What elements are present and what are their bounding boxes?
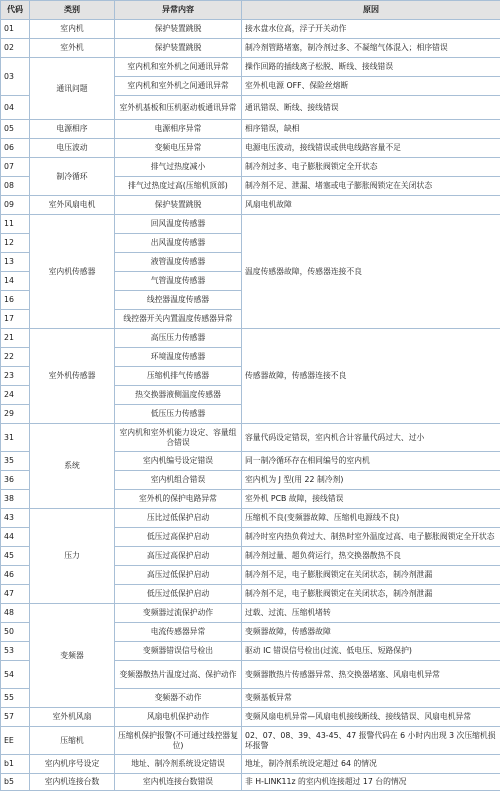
code-cell: 23: [1, 367, 30, 386]
table-row: [1, 727, 500, 755]
abnormal-cell: 变频器散热片温度过高、保护动作: [115, 661, 242, 689]
code-cell: 57: [1, 708, 30, 727]
code-cell: b1: [1, 755, 30, 774]
code-cell: 22: [1, 348, 30, 367]
abnormal-cell: 变频电压异常: [115, 139, 242, 158]
code-cell: 24: [1, 386, 30, 405]
code-cell: 13: [1, 253, 30, 272]
code-cell: 16: [1, 291, 30, 310]
code-cell: 07: [1, 158, 30, 177]
table-row: [1, 509, 500, 528]
abnormal-cell: 回风温度传感器: [115, 215, 242, 234]
abnormal-cell: 风扇电机保护动作: [115, 708, 242, 727]
cause-cell: 风扇电机故障: [242, 196, 500, 215]
code-cell: 43: [1, 509, 30, 528]
code-cell: 35: [1, 452, 30, 471]
table-row: [1, 196, 500, 215]
code-cell: 29: [1, 405, 30, 424]
abnormal-cell: 变频器错误信号检出: [115, 642, 242, 661]
code-cell: b5: [1, 774, 30, 791]
code-cell: 48: [1, 604, 30, 623]
code-cell: 09: [1, 196, 30, 215]
abnormal-cell: 热交换器液侧温度传感器: [115, 386, 242, 405]
category-cell: 室内机传感器: [30, 215, 115, 329]
category-cell: 系统: [30, 424, 115, 509]
category-cell: 通讯问题: [30, 58, 115, 120]
category-cell: 室内机: [30, 20, 115, 39]
code-cell: 17: [1, 310, 30, 329]
cause-cell: 传感器故障，传感器连接不良: [242, 329, 500, 424]
cause-cell: 制冷剂不足、泄漏、堵塞或电子膨胀阀锁定在关闭状态: [242, 177, 500, 196]
table-row: [1, 58, 500, 77]
cause-cell: 压缩机不良(变频器故障、压缩机电源线不良): [242, 509, 500, 528]
abnormal-cell: 高压过高保护启动: [115, 547, 242, 566]
code-cell: 04: [1, 96, 30, 120]
code-cell: 06: [1, 139, 30, 158]
abnormal-cell: 低压压力传感器: [115, 405, 242, 424]
abnormal-cell: 出风温度传感器: [115, 234, 242, 253]
cause-cell: 过载、过流、压缩机堵转: [242, 604, 500, 623]
code-cell: 36: [1, 471, 30, 490]
abnormal-cell: 保护装置跳脱: [115, 196, 242, 215]
category-cell: 电压波动: [30, 139, 115, 158]
category-cell: 室外机风扇: [30, 708, 115, 727]
abnormal-cell: 变频器过流保护动作: [115, 604, 242, 623]
abnormal-cell: 线控器温度传感器: [115, 291, 242, 310]
abnormal-cell: 地址、制冷剂系统设定错误: [115, 755, 242, 774]
category-cell: 室外机传感器: [30, 329, 115, 424]
cause-cell: 容量代码设定错误，室内机合计容量代码过大、过小: [242, 424, 500, 452]
table-row: [1, 20, 500, 39]
cause-cell: 电源电压波动，接线错误或供电线路容量不足: [242, 139, 500, 158]
code-cell: 44: [1, 528, 30, 547]
abnormal-cell: 压比过低保护启动: [115, 509, 242, 528]
cause-cell: 制冷剂不足，电子膨胀阀锁定在关闭状态，制冷剂泄漏: [242, 566, 500, 585]
cause-cell: 变频器故障，传感器故障: [242, 623, 500, 642]
table-row: [1, 424, 500, 452]
abnormal-cell: 保护装置跳脱: [115, 20, 242, 39]
table-row: [1, 215, 500, 234]
code-cell: 14: [1, 272, 30, 291]
abnormal-cell: 低压过高保护启动: [115, 528, 242, 547]
category-cell: 制冷循环: [30, 158, 115, 196]
table-row: [1, 120, 500, 139]
cause-cell: 温度传感器故障，传感器连接不良: [242, 215, 500, 329]
code-cell: 46: [1, 566, 30, 585]
abnormal-cell: 室内机连接台数错误: [115, 774, 242, 791]
category-cell: 压缩机: [30, 727, 115, 755]
abnormal-cell: 室内机和室外机之间通讯异常: [115, 58, 242, 77]
abnormal-cell: 环境温度传感器: [115, 348, 242, 367]
cause-cell: 操作回路的插线离子松脱、断线、接线错误: [242, 58, 500, 77]
cause-cell: 制冷剂不足，电子膨胀阀锁定在关闭状态，制冷剂泄漏: [242, 585, 500, 604]
code-cell: 11: [1, 215, 30, 234]
code-cell: 01: [1, 20, 30, 39]
code-cell: 21: [1, 329, 30, 348]
code-cell: 02: [1, 39, 30, 58]
abnormal-cell: 气管温度传感器: [115, 272, 242, 291]
abnormal-cell: 室内机编号设定错误: [115, 452, 242, 471]
code-cell: 38: [1, 490, 30, 509]
code-cell: 47: [1, 585, 30, 604]
cause-cell: 变频风扇电机异常—风扇电机接线断线、接线错误、风扇电机异常: [242, 708, 500, 727]
code-cell: 54: [1, 661, 30, 689]
cause-cell: 02、07、08、39、43-45、47 报警代码在 6 小时内出现 3 次压缩机损坏报警: [242, 727, 500, 755]
abnormal-cell: 排气过热度减小: [115, 158, 242, 177]
category-cell: 室内机序号设定: [30, 755, 115, 774]
abnormal-cell: 压缩机排气传感器: [115, 367, 242, 386]
category-cell: 室外机: [30, 39, 115, 58]
header-cause: 原因: [242, 1, 500, 20]
abnormal-cell: 液管温度传感器: [115, 253, 242, 272]
category-cell: 电源相序: [30, 120, 115, 139]
cause-cell: 制冷剂管路堵塞，制冷剂过多、不凝缩气体混入；相序错误: [242, 39, 500, 58]
abnormal-cell: 室内机和室外机能力设定、容量组合错误: [115, 424, 242, 452]
table-row: [1, 329, 500, 348]
code-cell: 05: [1, 120, 30, 139]
category-cell: 压力: [30, 509, 115, 604]
cause-cell: 接水盘水位高，浮子开关动作: [242, 20, 500, 39]
abnormal-cell: 排气过热度过高(压缩机顶部): [115, 177, 242, 196]
header-row: [1, 1, 500, 20]
cause-cell: 室内机为 J 型(用 22 制冷剂): [242, 471, 500, 490]
table-row: [1, 139, 500, 158]
table-row: [1, 39, 500, 58]
cause-cell: 非 H-LINK11z 的室内机连接超过 17 台的情况: [242, 774, 500, 791]
cause-cell: 制冷时室内热负荷过大、制热时室外温度过高、电子膨胀阀锁定全开状态: [242, 528, 500, 547]
header-abnormal: 异常内容: [115, 1, 242, 20]
code-cell: 31: [1, 424, 30, 452]
abnormal-cell: 低压过低保护启动: [115, 585, 242, 604]
header-code: 代码: [1, 1, 30, 20]
abnormal-cell: 保护装置跳脱: [115, 39, 242, 58]
abnormal-cell: 电源相序异常: [115, 120, 242, 139]
table-row: [1, 158, 500, 177]
code-cell: 03: [1, 58, 30, 96]
category-cell: 室外风扇电机: [30, 196, 115, 215]
abnormal-cell: 高压过低保护启动: [115, 566, 242, 585]
code-cell: 45: [1, 547, 30, 566]
code-cell: EE: [1, 727, 30, 755]
abnormal-cell: 室外机的保护电路异常: [115, 490, 242, 509]
cause-cell: 驱动 IC 错误信号检出(过流、低电压、短路保护): [242, 642, 500, 661]
abnormal-cell: 线控器开关内置温度传感器异常: [115, 310, 242, 329]
cause-cell: 变频器散热片传感器异常、热交换器堵塞、风扇电机异常: [242, 661, 500, 689]
cause-cell: 变频基板异常: [242, 689, 500, 708]
table-row: [1, 755, 500, 774]
abnormal-cell: 室内机和室外机之间通讯异常: [115, 77, 242, 96]
cause-cell: 相序错误，缺相: [242, 120, 500, 139]
cause-cell: 地址，制冷剂系统设定超过 64 的情况: [242, 755, 500, 774]
abnormal-cell: 高压压力传感器: [115, 329, 242, 348]
abnormal-cell: 变频器不动作: [115, 689, 242, 708]
table-row: [1, 774, 500, 791]
code-cell: 12: [1, 234, 30, 253]
cause-cell: 通讯错误、断线、接线错误: [242, 96, 500, 120]
code-cell: 53: [1, 642, 30, 661]
category-cell: 变频器: [30, 604, 115, 708]
table-row: [1, 604, 500, 623]
cause-cell: 同一制冷循环存在相同编号的室内机: [242, 452, 500, 471]
code-cell: 50: [1, 623, 30, 642]
abnormal-cell: 压缩机保护报警(不可通过线控器复位): [115, 727, 242, 755]
cause-cell: 制冷剂过量、超负荷运行，热交换器散热不良: [242, 547, 500, 566]
abnormal-cell: 室内机组合错误: [115, 471, 242, 490]
code-cell: 55: [1, 689, 30, 708]
abnormal-cell: 室外机基板和压机驱动板通讯异常: [115, 96, 242, 120]
category-cell: 室内机连接台数: [30, 774, 115, 791]
cause-cell: 室外机 PCB 故障，接线错误: [242, 490, 500, 509]
header-category: 类别: [30, 1, 115, 20]
cause-cell: 室外机电源 OFF、保险丝熔断: [242, 77, 500, 96]
code-cell: 08: [1, 177, 30, 196]
table-row: [1, 708, 500, 727]
cause-cell: 制冷剂过多、电子膨胀阀锁定全开状态: [242, 158, 500, 177]
abnormal-cell: 电流传感器异常: [115, 623, 242, 642]
